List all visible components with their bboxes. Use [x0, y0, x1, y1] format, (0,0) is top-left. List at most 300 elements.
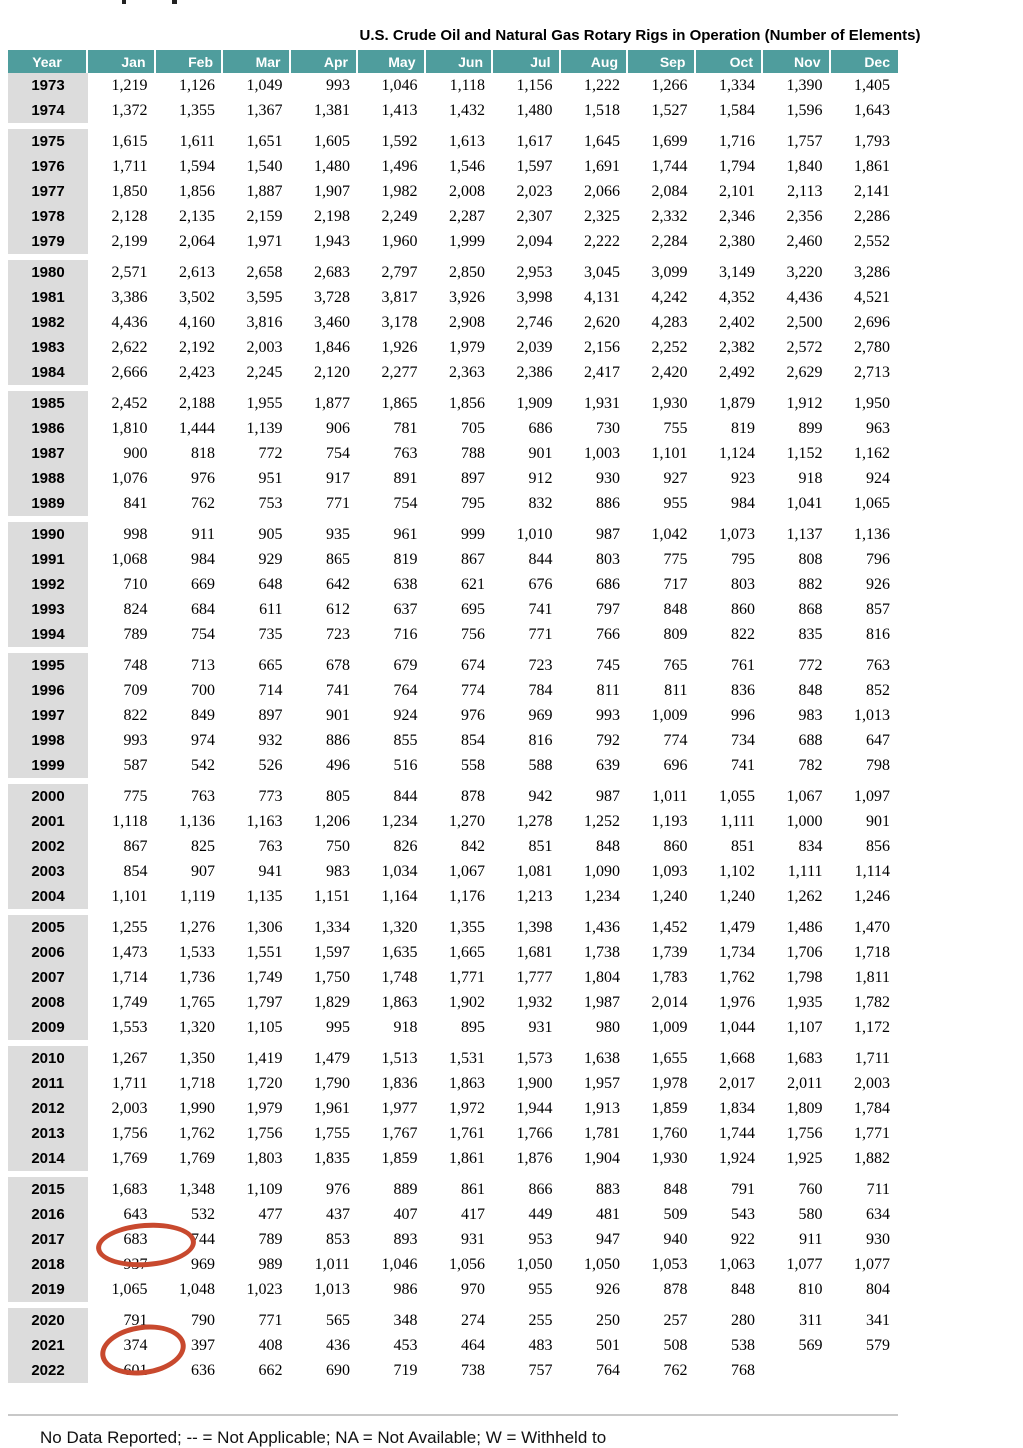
table-row-1982: [8, 310, 898, 335]
value-1994-mar: 735: [258, 625, 283, 643]
value-1976-aug: 1,691: [584, 157, 620, 175]
value-1996-mar: 714: [258, 681, 283, 699]
value-1979-dec: 2,552: [854, 232, 890, 250]
value-1974-nov: 1,596: [786, 101, 823, 119]
year-label: 2009: [8, 1015, 88, 1040]
value-1991-jul: 844: [528, 550, 553, 568]
table-header-row: [8, 50, 898, 73]
value-1985-nov: 1,912: [786, 394, 823, 412]
value-2016-feb: 532: [191, 1205, 215, 1223]
value-2007-jan: 1,714: [111, 968, 148, 986]
value-2007-mar: 1,749: [246, 968, 283, 986]
year-label: 1981: [8, 285, 88, 310]
value-1990-apr: 935: [326, 525, 350, 543]
value-1997-jan: 822: [123, 706, 148, 724]
value-1977-may: 1,982: [381, 182, 418, 200]
column-header-nov: Nov: [763, 50, 831, 73]
table-row-1980: [8, 260, 898, 285]
value-1982-aug: 2,620: [584, 313, 620, 331]
year-label: 2018: [8, 1252, 88, 1277]
value-2015-apr: 976: [326, 1180, 350, 1198]
year-label: 1973: [8, 73, 88, 98]
value-2014-apr: 1,835: [314, 1149, 350, 1167]
value-2007-jun: 1,771: [449, 968, 485, 986]
value-2017-may: 893: [393, 1230, 418, 1248]
value-1987-feb: 818: [191, 444, 215, 462]
value-2021-oct: 538: [731, 1336, 755, 1354]
value-2017-nov: 911: [799, 1230, 823, 1248]
value-2020-jun: 274: [461, 1311, 485, 1329]
value-2006-mar: 1,551: [246, 943, 283, 961]
value-2004-apr: 1,151: [314, 887, 350, 905]
value-2021-jul: 483: [528, 1336, 553, 1354]
value-2006-dec: 1,718: [854, 943, 890, 961]
table-row-2009: [8, 1015, 898, 1040]
value-2012-jun: 1,972: [449, 1099, 485, 1117]
value-1981-apr: 3,728: [314, 288, 350, 306]
value-2020-mar: 771: [258, 1311, 283, 1329]
table-row-2003: [8, 859, 898, 884]
value-2009-feb: 1,320: [179, 1018, 215, 1036]
value-2020-may: 348: [393, 1311, 418, 1329]
value-2009-aug: 980: [596, 1018, 620, 1036]
value-1998-nov: 688: [798, 731, 823, 749]
value-1980-aug: 3,045: [584, 263, 620, 281]
value-2004-dec: 1,246: [854, 887, 890, 905]
value-2018-mar: 989: [258, 1255, 283, 1273]
value-2021-jun: 464: [461, 1336, 485, 1354]
value-2021-aug: 501: [596, 1336, 620, 1354]
value-1998-apr: 886: [326, 731, 350, 749]
value-1979-jun: 1,999: [449, 232, 485, 250]
value-2019-oct: 848: [731, 1280, 755, 1298]
value-1976-jul: 1,597: [516, 157, 553, 175]
value-1995-apr: 678: [326, 656, 350, 674]
value-1988-jun: 897: [461, 469, 485, 487]
year-label: 2003: [8, 859, 88, 884]
value-1986-apr: 906: [326, 419, 350, 437]
value-1996-jun: 774: [461, 681, 485, 699]
value-1984-feb: 2,423: [179, 363, 215, 381]
value-2002-feb: 825: [191, 837, 215, 855]
value-1982-jun: 2,908: [449, 313, 485, 331]
value-2003-jul: 1,081: [516, 862, 553, 880]
value-1995-mar: 665: [258, 656, 283, 674]
value-1995-jul: 723: [528, 656, 553, 674]
value-1981-nov: 4,436: [786, 288, 823, 306]
value-1988-nov: 918: [798, 469, 823, 487]
value-2003-apr: 983: [326, 862, 350, 880]
value-2014-feb: 1,769: [179, 1149, 215, 1167]
value-1988-dec: 924: [866, 469, 890, 487]
value-2005-sep: 1,452: [651, 918, 688, 936]
table-row-1977: [8, 179, 898, 204]
value-2019-dec: 804: [866, 1280, 890, 1298]
value-1979-mar: 1,971: [246, 232, 283, 250]
table-row-1999: [8, 753, 898, 778]
value-2021-sep: 508: [663, 1336, 688, 1354]
table-row-2019: [8, 1277, 898, 1302]
table-row-1975: [8, 129, 898, 154]
value-1981-feb: 3,502: [179, 288, 215, 306]
value-2008-apr: 1,829: [314, 993, 350, 1011]
value-1993-feb: 684: [191, 600, 215, 618]
value-1981-sep: 4,242: [651, 288, 688, 306]
value-1989-dec: 1,065: [854, 494, 890, 512]
value-1996-aug: 811: [596, 681, 620, 699]
value-2013-sep: 1,760: [651, 1124, 688, 1142]
value-1995-feb: 713: [191, 656, 215, 674]
value-2022-jul: 757: [528, 1361, 553, 1379]
value-1996-jul: 784: [528, 681, 553, 699]
value-1997-feb: 849: [191, 706, 215, 724]
value-2008-nov: 1,935: [786, 993, 823, 1011]
value-2014-sep: 1,930: [651, 1149, 688, 1167]
value-2018-jul: 1,050: [516, 1255, 553, 1273]
value-2005-may: 1,320: [381, 918, 418, 936]
value-2016-oct: 543: [731, 1205, 755, 1223]
table-row-2007: [8, 965, 898, 990]
table-row-2008: [8, 990, 898, 1015]
value-2017-jul: 953: [528, 1230, 553, 1248]
value-2015-sep: 848: [663, 1180, 688, 1198]
value-1981-jul: 3,998: [516, 288, 553, 306]
value-1991-aug: 803: [596, 550, 620, 568]
column-header-year: Year: [8, 50, 88, 73]
table-row-2014: [8, 1146, 898, 1171]
value-2012-sep: 1,859: [651, 1099, 688, 1117]
value-1992-oct: 803: [731, 575, 755, 593]
value-1990-jan: 998: [123, 525, 148, 543]
value-1994-feb: 754: [191, 625, 215, 643]
value-2015-jun: 861: [461, 1180, 485, 1198]
year-label: 2000: [8, 784, 88, 809]
value-2000-oct: 1,055: [719, 787, 755, 805]
year-group: [8, 1046, 898, 1171]
value-1998-feb: 974: [191, 731, 215, 749]
value-1985-oct: 1,879: [719, 394, 755, 412]
value-1999-sep: 696: [663, 756, 688, 774]
value-1997-mar: 897: [258, 706, 283, 724]
value-1981-jun: 3,926: [449, 288, 485, 306]
value-2000-may: 844: [393, 787, 418, 805]
year-label: 1993: [8, 597, 88, 622]
year-group: [8, 653, 898, 778]
column-header-sep: Sep: [628, 50, 696, 73]
value-1978-oct: 2,346: [719, 207, 755, 225]
value-2004-may: 1,164: [381, 887, 418, 905]
value-1978-jul: 2,307: [516, 207, 553, 225]
column-header-aug: Aug: [561, 50, 629, 73]
value-2009-nov: 1,107: [786, 1018, 823, 1036]
value-1986-feb: 1,444: [179, 419, 215, 437]
value-1983-jul: 2,039: [516, 338, 553, 356]
value-1995-jan: 748: [123, 656, 148, 674]
value-1990-aug: 987: [596, 525, 620, 543]
value-1989-oct: 984: [731, 494, 755, 512]
value-2013-nov: 1,756: [786, 1124, 823, 1142]
value-1980-nov: 3,220: [786, 263, 823, 281]
value-2012-may: 1,977: [381, 1099, 418, 1117]
year-label: 1978: [8, 204, 88, 229]
value-2002-dec: 856: [866, 837, 890, 855]
table-row-2006: [8, 940, 898, 965]
value-2015-oct: 791: [731, 1180, 755, 1198]
table-row-2015: [8, 1177, 898, 1202]
value-2004-aug: 1,234: [584, 887, 620, 905]
year-label: 1994: [8, 622, 88, 647]
value-2002-sep: 860: [663, 837, 688, 855]
value-2020-oct: 280: [731, 1311, 755, 1329]
value-2008-mar: 1,797: [246, 993, 283, 1011]
value-2003-mar: 941: [258, 862, 283, 880]
table-row-2013: [8, 1121, 898, 1146]
value-2001-aug: 1,252: [584, 812, 620, 830]
value-1989-feb: 762: [191, 494, 215, 512]
value-2011-jul: 1,900: [516, 1074, 553, 1092]
value-1989-jul: 832: [528, 494, 553, 512]
value-1994-jul: 771: [528, 625, 553, 643]
value-2009-jul: 931: [528, 1018, 553, 1036]
year-group: [8, 129, 898, 254]
value-1986-dec: 963: [866, 419, 890, 437]
value-1977-feb: 1,856: [179, 182, 215, 200]
value-2001-nov: 1,000: [786, 812, 823, 830]
value-1994-oct: 822: [731, 625, 755, 643]
value-2022-aug: 764: [596, 1361, 620, 1379]
year-label: 2010: [8, 1046, 88, 1071]
value-1977-oct: 2,101: [719, 182, 755, 200]
table-row-1996: [8, 678, 898, 703]
value-2000-nov: 1,067: [786, 787, 823, 805]
value-1988-jan: 1,076: [111, 469, 148, 487]
value-1983-oct: 2,382: [719, 338, 755, 356]
value-1991-jan: 1,068: [111, 550, 148, 568]
value-1988-mar: 951: [258, 469, 283, 487]
value-2004-jul: 1,213: [516, 887, 553, 905]
value-2004-mar: 1,135: [246, 887, 283, 905]
year-label: 2005: [8, 915, 88, 940]
value-2009-jan: 1,553: [111, 1018, 148, 1036]
value-2019-nov: 810: [798, 1280, 823, 1298]
value-1984-oct: 2,492: [719, 363, 755, 381]
value-2007-apr: 1,750: [314, 968, 350, 986]
value-2001-apr: 1,206: [314, 812, 350, 830]
value-1978-may: 2,249: [381, 207, 418, 225]
value-1997-apr: 901: [326, 706, 350, 724]
value-2009-jun: 895: [461, 1018, 485, 1036]
value-2010-jan: 1,267: [111, 1049, 148, 1067]
value-2002-aug: 848: [596, 837, 620, 855]
value-2003-jan: 854: [123, 862, 148, 880]
table-row-1997: [8, 703, 898, 728]
table-row-2001: [8, 809, 898, 834]
value-1977-apr: 1,907: [314, 182, 350, 200]
value-2010-mar: 1,419: [246, 1049, 283, 1067]
value-2010-jun: 1,531: [449, 1049, 485, 1067]
value-1987-sep: 1,101: [651, 444, 688, 462]
value-2008-sep: 2,014: [651, 993, 688, 1011]
value-2018-oct: 1,063: [719, 1255, 755, 1273]
value-1994-sep: 809: [663, 625, 688, 643]
value-1979-jan: 2,199: [111, 232, 148, 250]
value-2008-oct: 1,976: [719, 993, 755, 1011]
value-2014-jul: 1,876: [516, 1149, 553, 1167]
value-1984-aug: 2,417: [584, 363, 620, 381]
value-2010-may: 1,513: [381, 1049, 418, 1067]
year-label: 1996: [8, 678, 88, 703]
value-2013-apr: 1,755: [314, 1124, 350, 1142]
value-1984-jul: 2,386: [516, 363, 553, 381]
value-1976-jun: 1,546: [449, 157, 485, 175]
value-2010-sep: 1,655: [651, 1049, 688, 1067]
value-1982-mar: 3,816: [246, 313, 283, 331]
value-2013-aug: 1,781: [584, 1124, 620, 1142]
year-label: 2017: [8, 1227, 88, 1252]
value-1991-dec: 796: [866, 550, 890, 568]
value-1973-jun: 1,118: [449, 76, 485, 94]
value-1999-may: 516: [393, 756, 418, 774]
value-1990-jun: 999: [461, 525, 485, 543]
year-label: 1987: [8, 441, 88, 466]
column-header-mar: Mar: [223, 50, 291, 73]
value-2016-mar: 477: [258, 1205, 283, 1223]
year-group: [8, 522, 898, 647]
value-1985-mar: 1,955: [246, 394, 283, 412]
table-row-1995: [8, 653, 898, 678]
value-2017-dec: 930: [866, 1230, 890, 1248]
value-2019-may: 986: [393, 1280, 418, 1298]
value-2022-jan: 601: [123, 1361, 148, 1379]
value-1999-apr: 496: [326, 756, 350, 774]
value-2015-may: 889: [393, 1180, 418, 1198]
value-2022-mar: 662: [258, 1361, 283, 1379]
value-1974-dec: 1,643: [854, 101, 890, 119]
table-row-1989: [8, 491, 898, 516]
value-1993-apr: 612: [326, 600, 350, 618]
value-1990-may: 961: [393, 525, 418, 543]
value-2015-feb: 1,348: [179, 1180, 215, 1198]
value-2017-apr: 853: [326, 1230, 350, 1248]
table-row-2002: [8, 834, 898, 859]
value-1986-may: 781: [393, 419, 418, 437]
value-1973-nov: 1,390: [786, 76, 823, 94]
value-1983-feb: 2,192: [179, 338, 215, 356]
value-1998-sep: 774: [663, 731, 688, 749]
value-1991-sep: 775: [663, 550, 688, 568]
table-row-2004: [8, 884, 898, 909]
value-2019-sep: 878: [663, 1280, 688, 1298]
value-2002-may: 826: [393, 837, 418, 855]
value-1987-nov: 1,152: [786, 444, 823, 462]
value-1973-sep: 1,266: [651, 76, 688, 94]
value-2020-nov: 311: [799, 1311, 823, 1329]
value-1995-sep: 765: [663, 656, 688, 674]
value-2007-jul: 1,777: [516, 968, 553, 986]
value-1989-apr: 771: [326, 494, 350, 512]
value-2003-oct: 1,102: [719, 862, 755, 880]
value-1978-sep: 2,332: [651, 207, 688, 225]
value-2020-feb: 790: [191, 1311, 215, 1329]
value-1977-jun: 2,008: [449, 182, 485, 200]
value-1979-may: 1,960: [381, 232, 418, 250]
value-2018-sep: 1,053: [651, 1255, 688, 1273]
value-1984-sep: 2,420: [651, 363, 688, 381]
value-2014-dec: 1,882: [854, 1149, 890, 1167]
value-1979-apr: 1,943: [314, 232, 350, 250]
value-2004-nov: 1,262: [786, 887, 823, 905]
value-1980-sep: 3,099: [651, 263, 688, 281]
value-1992-jun: 621: [461, 575, 485, 593]
value-2008-jul: 1,932: [516, 993, 553, 1011]
value-1978-dec: 2,286: [854, 207, 890, 225]
value-2020-dec: 341: [866, 1311, 890, 1329]
value-1982-jul: 2,746: [516, 313, 553, 331]
value-1983-sep: 2,252: [651, 338, 688, 356]
value-1983-aug: 2,156: [584, 338, 620, 356]
table-row-1973: [8, 73, 898, 98]
value-1975-mar: 1,651: [246, 132, 283, 150]
value-1983-apr: 1,846: [314, 338, 350, 356]
value-2015-dec: 711: [866, 1180, 890, 1198]
value-2014-oct: 1,924: [719, 1149, 755, 1167]
value-2001-jul: 1,278: [516, 812, 553, 830]
value-2003-may: 1,034: [381, 862, 418, 880]
value-1986-mar: 1,139: [246, 419, 283, 437]
value-1982-nov: 2,500: [786, 313, 823, 331]
value-1994-jan: 789: [123, 625, 148, 643]
value-1974-aug: 1,518: [584, 101, 620, 119]
value-2009-sep: 1,009: [651, 1018, 688, 1036]
value-1974-sep: 1,527: [651, 101, 688, 119]
value-1992-mar: 648: [258, 575, 283, 593]
value-1998-jun: 854: [461, 731, 485, 749]
value-2008-feb: 1,765: [179, 993, 215, 1011]
value-2010-aug: 1,638: [584, 1049, 620, 1067]
value-2019-mar: 1,023: [246, 1280, 283, 1298]
value-1990-nov: 1,137: [786, 525, 823, 543]
value-2019-jul: 955: [528, 1280, 553, 1298]
value-1987-may: 763: [393, 444, 418, 462]
value-2004-feb: 1,119: [179, 887, 215, 905]
value-1995-oct: 761: [731, 656, 755, 674]
value-1997-jun: 976: [461, 706, 485, 724]
value-2017-sep: 940: [663, 1230, 688, 1248]
value-2000-feb: 763: [191, 787, 215, 805]
value-1984-may: 2,277: [381, 363, 418, 381]
value-1987-jan: 900: [123, 444, 148, 462]
value-1983-may: 1,926: [381, 338, 418, 356]
value-1995-aug: 745: [596, 656, 620, 674]
value-1981-dec: 4,521: [854, 288, 890, 306]
value-1978-aug: 2,325: [584, 207, 620, 225]
value-1974-mar: 1,367: [246, 101, 283, 119]
value-1993-nov: 868: [798, 600, 823, 618]
value-1981-may: 3,817: [381, 288, 418, 306]
value-1979-sep: 2,284: [651, 232, 688, 250]
value-1995-dec: 763: [866, 656, 890, 674]
value-2013-dec: 1,771: [854, 1124, 890, 1142]
value-2003-jun: 1,067: [449, 862, 485, 880]
value-1975-dec: 1,793: [854, 132, 890, 150]
value-2000-jun: 878: [461, 787, 485, 805]
value-1993-jan: 824: [123, 600, 148, 618]
value-1986-jan: 1,810: [111, 419, 148, 437]
value-2003-aug: 1,090: [584, 862, 620, 880]
value-2018-jun: 1,056: [449, 1255, 485, 1273]
value-1992-may: 638: [393, 575, 418, 593]
value-1988-sep: 927: [663, 469, 688, 487]
